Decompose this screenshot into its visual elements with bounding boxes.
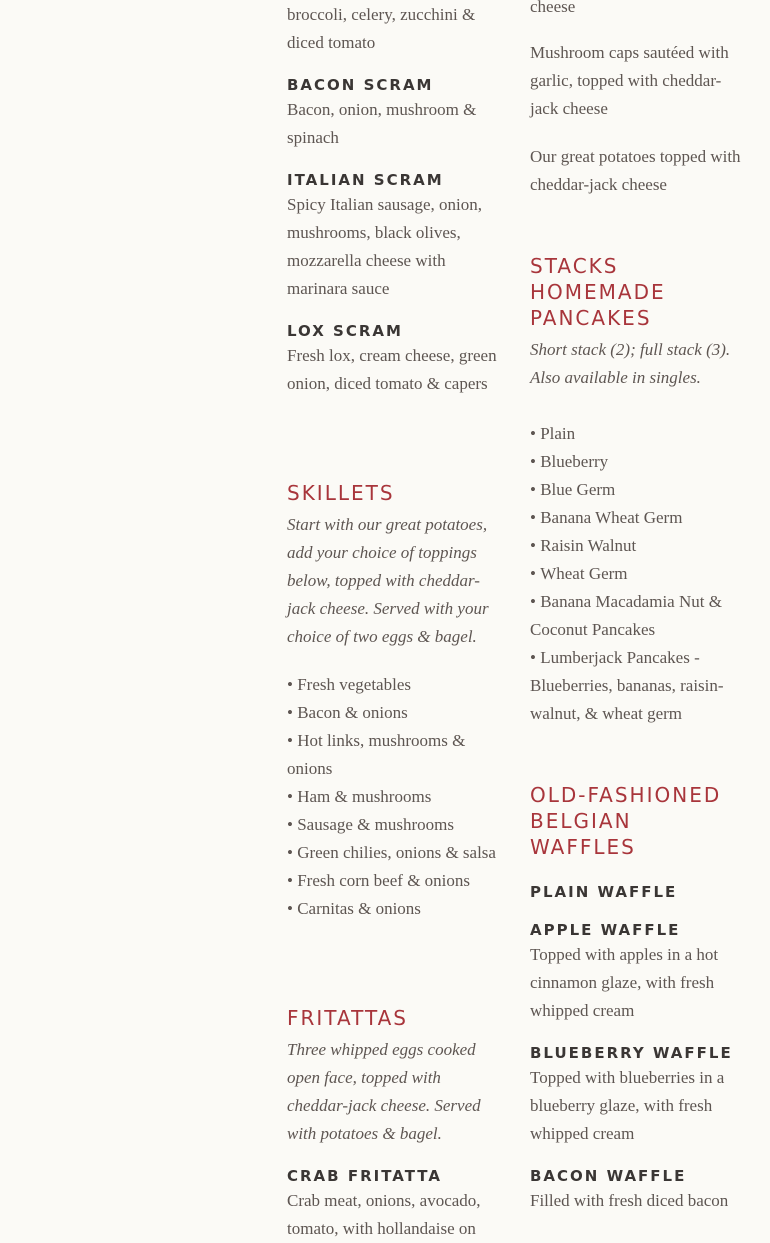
section-intro: Three whipped eggs cooked open face, topped with cheddar-jack cheese. Served with potatoes & bagel. (287, 1040, 481, 1143)
menu-item-description: Spicy Italian sausage, onion, mushrooms, black olives, mozzarella cheese with marinara sauce (287, 195, 482, 298)
section-intro: Start with our great potatoes, add your choice of toppings below, topped with cheddar-jack cheese. Served with your choice of two eggs & bagel. (287, 515, 489, 646)
list-item: • Banana Macadamia Nut & Coconut Pancakes (530, 588, 742, 644)
menu-item-description: Mushroom caps sautéed with garlic, topped with cheddar-jack cheese (530, 43, 729, 118)
list-item: • Lumberjack Pancakes - Blueberries, bananas, raisin-walnut, & wheat germ (530, 644, 742, 728)
section-title-waffles (530, 782, 742, 860)
menu-item-description: Filled with fresh diced bacon (530, 1191, 729, 1210)
list-item: • Ham & mushrooms (287, 783, 497, 811)
section-title-line: HOMEMADE (530, 280, 666, 304)
list-item: • Fresh corn beef & onions (287, 867, 497, 895)
pancake-list (530, 420, 742, 728)
section-title-pancakes (530, 253, 742, 331)
list-item: • Hot links, mushrooms & onions (287, 727, 497, 783)
menu-item-description: Topped with blueberries in a blueberry glaze, with fresh whipped cream (530, 1068, 725, 1143)
list-item: • Blue Germ (530, 476, 742, 504)
section-title-frittatas: FRITATTAS (287, 1006, 408, 1030)
continued-description: cheese (530, 0, 576, 16)
section-title-line: STACKS (530, 254, 619, 278)
list-item: • Carnitas & onions (287, 895, 497, 923)
menu-item-name: APPLE WAFFLE (530, 921, 681, 939)
menu-item-name: LOX SCRAM (287, 322, 403, 340)
list-item: • Plain (530, 420, 742, 448)
list-item: • Banana Wheat Germ (530, 504, 742, 532)
section-title-line: PANCAKES (530, 306, 652, 330)
list-item: • Blueberry (530, 448, 742, 476)
menu-item-name: ITALIAN SCRAM (287, 171, 444, 189)
list-item: • Bacon & onions (287, 699, 497, 727)
section-title-line: OLD-FASHIONED (530, 783, 722, 807)
menu-item-description: Fresh lox, cream cheese, green onion, diced tomato & capers (287, 346, 497, 393)
list-item: • Fresh vegetables (287, 671, 497, 699)
skillet-toppings-list (287, 671, 497, 923)
list-item: • Wheat Germ (530, 560, 742, 588)
menu-item-name: BACON WAFFLE (530, 1167, 687, 1185)
section-title-skillets: SKILLETS (287, 481, 395, 505)
list-item: • Sausage & mushrooms (287, 811, 497, 839)
continued-description: broccoli, celery, zucchini & diced tomato (287, 5, 476, 52)
menu-item-description: Topped with apples in a hot cinnamon glaze, with fresh whipped cream (530, 945, 719, 1020)
list-item: • Raisin Walnut (530, 532, 742, 560)
section-title-line: WAFFLES (530, 835, 636, 859)
menu-item-name: PLAIN WAFFLE (530, 883, 678, 901)
section-intro: Short stack (2); full stack (3). Also available in singles. (530, 340, 731, 387)
menu-item-description: Bacon, onion, mushroom & spinach (287, 100, 477, 147)
menu-item-description: Our great potatoes topped with cheddar-jack cheese (530, 147, 741, 194)
list-item: • Green chilies, onions & salsa (287, 839, 497, 867)
menu-item-name: BLUEBERRY WAFFLE (530, 1044, 733, 1062)
menu-item-name: BACON SCRAM (287, 76, 434, 94)
menu-item-description: Crab meat, onions, avocado, tomato, with hollandaise on (287, 1191, 481, 1238)
menu-item-name: CRAB FRITATTA (287, 1167, 442, 1185)
section-title-line: BELGIAN (530, 809, 632, 833)
